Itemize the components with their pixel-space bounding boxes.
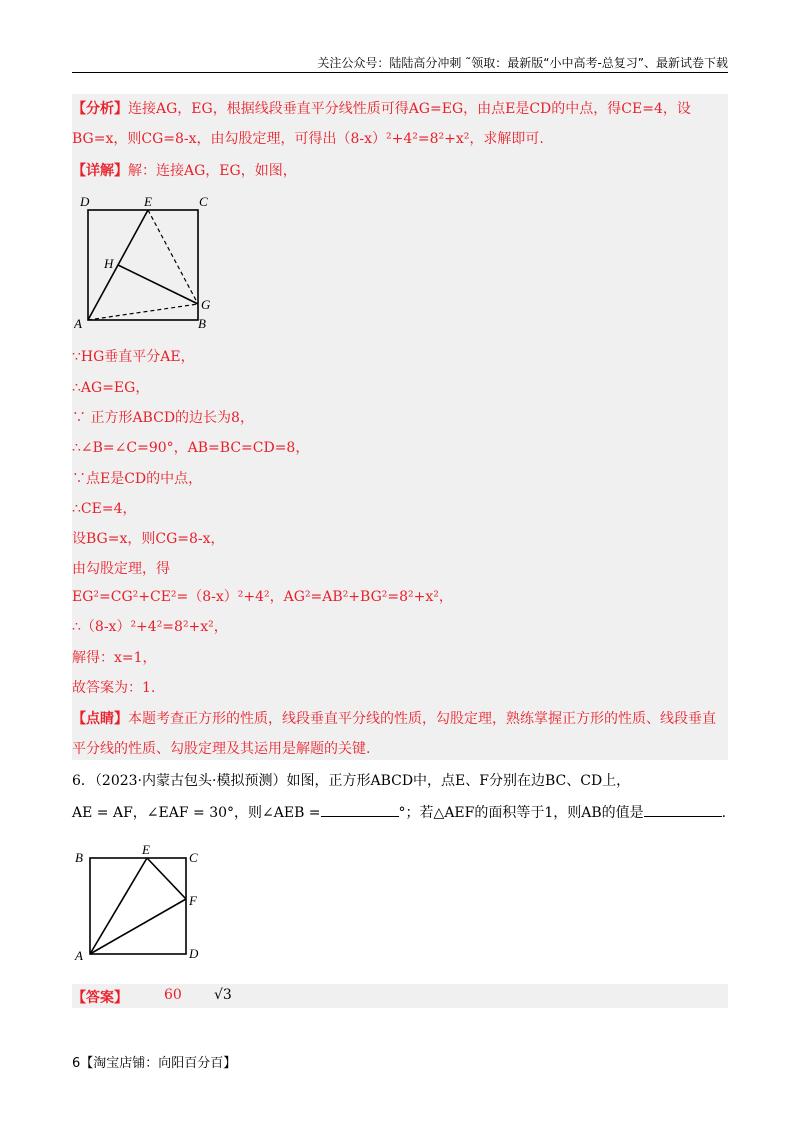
step-1: ∵HG垂直平分AE，	[72, 349, 195, 365]
label-C: C	[199, 194, 208, 209]
label-B: B	[198, 316, 206, 331]
step-5: ∵点E是CD的中点，	[72, 471, 203, 487]
page-footer: 6【淘宝店铺：向阳百分百】	[72, 1056, 237, 1071]
analysis-line-1	[72, 100, 691, 118]
label-D: D	[80, 194, 90, 209]
answer-row	[72, 984, 728, 1008]
answer-tag: 【答案】	[72, 990, 128, 1006]
step-3: ∵ 正方形ABCD的边长为8，	[72, 410, 254, 426]
step-9: EG²=CG²+CE²=（8-x）²+4²，AG²=AB²+BG²=8²+x²，	[72, 589, 453, 605]
question-number: 6．	[72, 773, 95, 789]
comment-tag: 【点睛】	[72, 711, 128, 727]
question-line-1	[72, 770, 630, 790]
detail-tag: 【详解】	[72, 163, 128, 179]
step-6: ∴CE=4，	[72, 501, 137, 517]
step-7: 设BG=x，则CG=8-x，	[72, 531, 225, 547]
label-F2: F	[189, 893, 197, 908]
analysis-tag: 【分析】	[72, 101, 128, 117]
step-12: 故答案为：1.	[72, 680, 156, 696]
answer-blank-2[interactable]	[644, 804, 722, 817]
label-E2: E	[142, 842, 150, 857]
comment-line-2: 平分线的性质、勾股定理及其运用是解题的关键.	[72, 741, 371, 757]
label-C2: C	[189, 850, 198, 865]
question-line-2	[72, 802, 726, 822]
step-11: 解得：x=1，	[72, 650, 157, 666]
label-D2: D	[189, 946, 199, 961]
page-header: 关注公众号：陆陆高分冲刺 ˜领取：最新版“小中高考-总复习”、最新试卷下载	[317, 56, 728, 70]
header-rule	[72, 72, 728, 73]
step-4: ∴∠B=∠C=90°，AB=BC=CD=8，	[72, 440, 310, 456]
question-text-2c: .	[721, 805, 727, 821]
analysis-text-1: 连接AG，EG，根据线段垂直平分线性质可得AG=EG，由点E是CD的中点，得CE=4，设	[128, 101, 691, 117]
question-text-1: 如图，正方形ABCD中，点E、F分别在边BC、CD上，	[286, 773, 631, 789]
answer-blank-1[interactable]	[321, 804, 399, 817]
label-B2: B	[75, 850, 83, 865]
analysis-line-2: BG=x，则CG=8-x，由勾股定理，可得出（8-x）²+4²=8²+x²，求解即可.	[72, 131, 544, 147]
comment-text-1: 本题考查正方形的性质，线段垂直平分线的性质，勾股定理，熟练掌握正方形的性质、线段垂直	[128, 711, 716, 727]
step-8: 由勾股定理，得	[72, 561, 170, 577]
label-H: H	[104, 256, 114, 271]
step-10: ∴（8-x）²+4²=8²+x²，	[72, 619, 228, 635]
question-text-2a: AE = AF，∠EAF = 30°，则∠AEB =	[72, 805, 321, 821]
detail-line	[72, 162, 297, 180]
figure-square-abcd-2	[72, 842, 212, 964]
label-E: E	[144, 194, 152, 209]
question-text-2b: °；若△AEF的面积等于1，则AB的值是	[398, 805, 644, 821]
step-2: ∴AG=EG，	[72, 380, 150, 396]
question-source: （2023·内蒙古包头·模拟预测）	[94, 773, 287, 789]
answer-value-2: √3	[214, 987, 232, 1003]
label-A2: A	[75, 948, 83, 963]
label-A: A	[74, 316, 82, 331]
figure-square-abcd-1	[74, 193, 216, 333]
answer-value-1: 60	[164, 987, 182, 1003]
detail-intro: 解：连接AG，EG，如图，	[128, 163, 297, 179]
comment-line-1	[72, 710, 716, 728]
label-G: G	[201, 297, 211, 312]
